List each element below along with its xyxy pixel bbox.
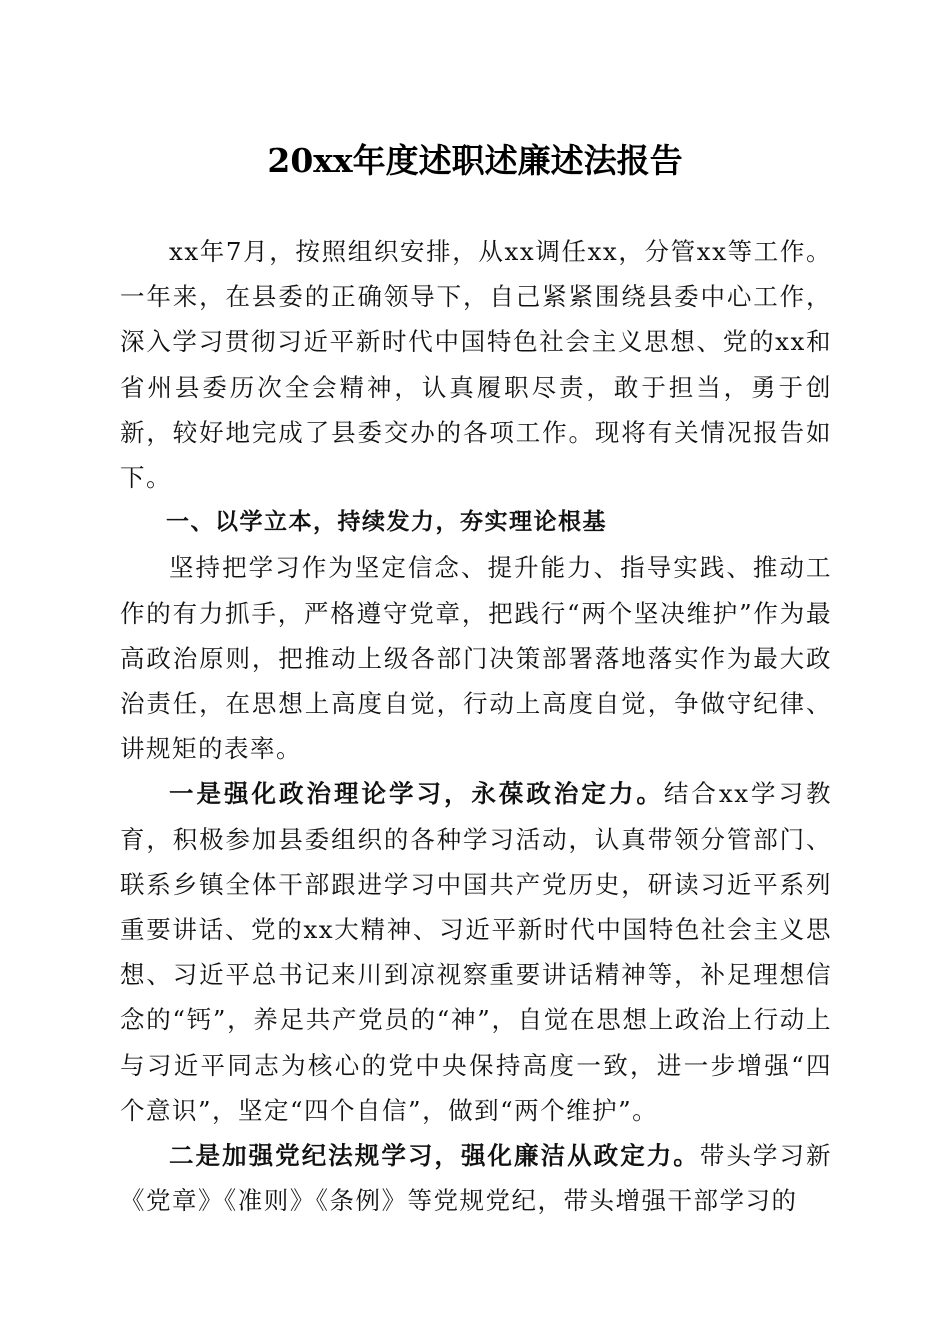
point-1-paragraph [120,771,832,1133]
document-title: 20xx年度述职述廉述法报告 [267,141,683,180]
point-1-lead: 一是强化政治理论学习，永葆政治定力。 [169,779,664,809]
point-2-paragraph [120,1133,832,1223]
document-body [120,229,832,1223]
point-2-lead: 二是加强党纪法规学习，强化廉洁从政定力。 [169,1141,700,1171]
intro-paragraph: xx年7月，按照组织安排，从xx调任xx，分管xx等工作。一年来，在县委的正确领导下，自己紧紧围绕县委中心工作，深入学习贯彻习近平新时代中国特色社会主义思想、党的xx和省州县委历次全会精神，认真履职尽责，敢于担当，勇于创新，较好地完成了县委交办的各项工作。现将有关情况报告如下。 [120,237,832,493]
section-1-paragraph: 坚持把学习作为坚定信念、提升能力、指导实践、推动工作的有力抓手，严格遵守党章，把践行“两个坚决维护”作为最高政治原则，把推动上级各部门决策部署落地落实作为最大政治责任，在思想上高度自觉，行动上高度自觉，争做守纪律、讲规矩的表率。 [120,553,832,764]
point-1-text: 结合xx学习教育，积极参加县委组织的各种学习活动，认真带领分管部门、联系乡镇全体干部跟进学习中国共产党历史，研读习近平系列重要讲话、党的xx大精神、习近平新时代中国特色社会主义思想、习近平总书记来川到凉视察重要讲话精神等，补足理想信念的“钙”，养足共产党员的“神”，自觉在思想上政治上行动上与习近平同志为核心的党中央保持高度一致，进一步增强“四个意识”，坚定“四个自信”，做到“两个维护”。 [120,779,832,1125]
point-2-text: 带头学习新《党章》《准则》《条例》等党规党纪，带头增强干部学习的 [120,1141,833,1216]
section-heading-1: 一、以学立本，持续发力，夯实理论根基 [166,509,607,536]
